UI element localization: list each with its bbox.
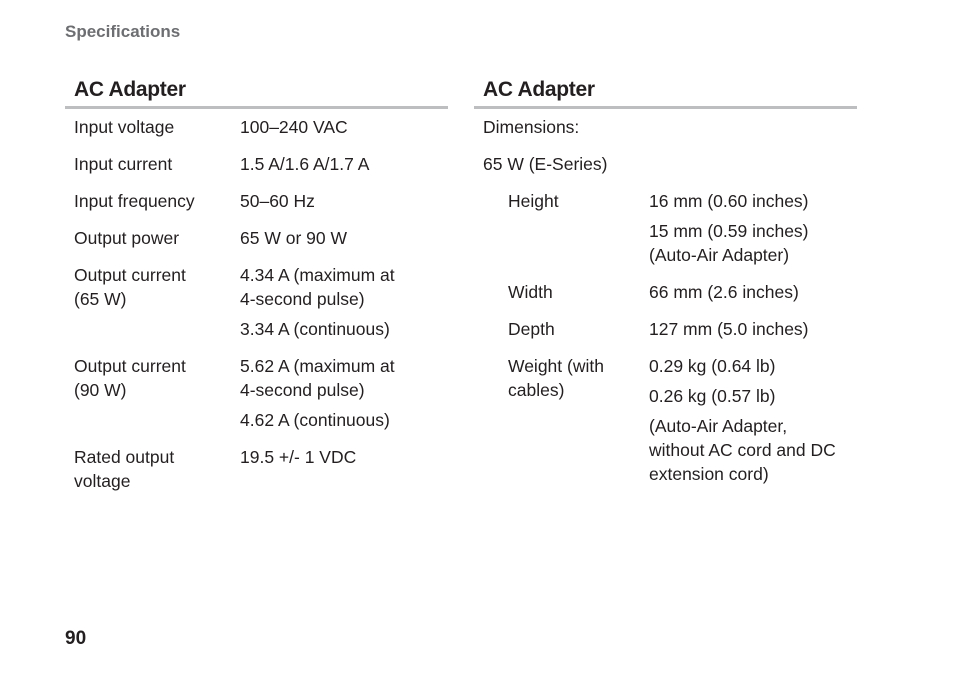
spec-value-line: without AC cord and DC — [649, 440, 836, 460]
spec-value-group — [649, 414, 857, 486]
spec-label — [474, 152, 857, 176]
table-row — [474, 311, 857, 348]
spec-label-line: Output current — [74, 265, 186, 285]
table-row — [474, 274, 857, 311]
spec-label-line: Input voltage — [74, 117, 175, 137]
spec-value-line: 127 mm (5.0 inches) — [649, 319, 809, 339]
spec-label-line: voltage — [74, 471, 131, 491]
spec-value-line: 5.62 A (maximum at — [240, 356, 395, 376]
spec-value-group — [240, 445, 448, 469]
spec-value-line: 50–60 Hz — [240, 191, 315, 211]
spec-label — [474, 354, 649, 486]
table-row — [65, 146, 448, 183]
spec-label-line: Weight (with — [508, 356, 604, 376]
spec-value — [240, 189, 448, 213]
spec-label-line: Output power — [74, 228, 180, 248]
spec-value — [240, 115, 448, 139]
spec-value-line: 4.62 A (continuous) — [240, 410, 390, 430]
spec-label — [65, 152, 240, 176]
spec-value-line: 19.5 +/- 1 VDC — [240, 447, 357, 467]
spec-value-line: 65 W or 90 W — [240, 228, 347, 248]
table-title: AC Adapter — [474, 74, 857, 109]
spec-value-line: 100–240 VAC — [240, 117, 348, 137]
spec-value-group — [240, 115, 448, 139]
spec-label-line: Input frequency — [74, 191, 195, 211]
spec-label — [65, 226, 240, 250]
spec-value — [240, 445, 448, 493]
table-row — [65, 220, 448, 257]
spec-value — [649, 317, 857, 341]
spec-value-line: 66 mm (2.6 inches) — [649, 282, 799, 302]
spec-value-line: (Auto-Air Adapter, — [649, 416, 788, 436]
table-row — [65, 109, 448, 146]
spec-value-line: 3.34 A (continuous) — [240, 319, 390, 339]
spec-value — [649, 189, 857, 267]
spec-label — [65, 189, 240, 213]
spec-value-line: 15 mm (0.59 inches) — [649, 221, 809, 241]
spec-label — [474, 280, 649, 304]
spec-value — [240, 263, 448, 341]
spec-value-line: 1.5 A/1.6 A/1.7 A — [240, 154, 370, 174]
spec-label-line: Height — [508, 191, 559, 211]
spec-value-group — [240, 408, 448, 432]
spec-value-line: 4-second pulse) — [240, 289, 365, 309]
spec-label-line: Output current — [74, 356, 186, 376]
table-rows — [65, 109, 448, 500]
spec-label-line: Dimensions: — [483, 117, 580, 137]
table-row — [474, 109, 857, 146]
section-label: Specifications — [65, 22, 181, 41]
spec-label — [474, 189, 649, 267]
spec-value-group — [649, 219, 857, 267]
spec-value-group — [240, 226, 448, 250]
spec-label-line: cables) — [508, 380, 565, 400]
spec-value-group — [649, 354, 857, 378]
spec-value-group — [240, 317, 448, 341]
ac-adapter-dimensions-table — [474, 74, 857, 493]
spec-label — [474, 115, 857, 139]
spec-label-line: (65 W) — [74, 289, 127, 309]
spec-label-line: Rated output — [74, 447, 175, 467]
table-row — [65, 257, 448, 348]
spec-value-line: 4.34 A (maximum at — [240, 265, 395, 285]
spec-value — [240, 152, 448, 176]
spec-label — [65, 263, 240, 341]
page-number: 90 — [65, 628, 87, 649]
spec-value-group — [240, 263, 448, 311]
spec-label-line: (90 W) — [74, 380, 127, 400]
spec-label-line: 65 W (E-Series) — [483, 154, 608, 174]
table-title: AC Adapter — [65, 74, 448, 109]
table-row — [65, 439, 448, 500]
spec-value-line: extension cord) — [649, 464, 769, 484]
spec-value — [649, 280, 857, 304]
spec-value — [240, 226, 448, 250]
spec-value-line: 16 mm (0.60 inches) — [649, 191, 809, 211]
spec-value — [649, 354, 857, 486]
table-rows — [474, 109, 857, 493]
spec-label — [65, 445, 240, 493]
spec-label — [474, 317, 649, 341]
spec-label-line: Input current — [74, 154, 173, 174]
table-row — [65, 348, 448, 439]
spec-label-line: Depth — [508, 319, 555, 339]
table-row — [65, 183, 448, 220]
spec-label — [65, 354, 240, 432]
spec-value — [240, 354, 448, 432]
spec-value-group — [649, 384, 857, 408]
spec-value-group — [240, 152, 448, 176]
spec-value-group — [240, 189, 448, 213]
spec-value-group — [240, 354, 448, 402]
spec-value-group — [649, 317, 857, 341]
spec-value-group — [649, 280, 857, 304]
spec-value-group — [649, 189, 857, 213]
table-row — [474, 183, 857, 274]
spec-value-line: (Auto-Air Adapter) — [649, 245, 790, 265]
spec-label — [65, 115, 240, 139]
spec-value-line: 0.26 kg (0.57 lb) — [649, 386, 776, 406]
spec-value-line: 4-second pulse) — [240, 380, 365, 400]
spec-label-line: Width — [508, 282, 553, 302]
table-row — [474, 348, 857, 493]
table-row — [474, 146, 857, 183]
ac-adapter-electrical-table — [65, 74, 448, 500]
spec-value-line: 0.29 kg (0.64 lb) — [649, 356, 776, 376]
